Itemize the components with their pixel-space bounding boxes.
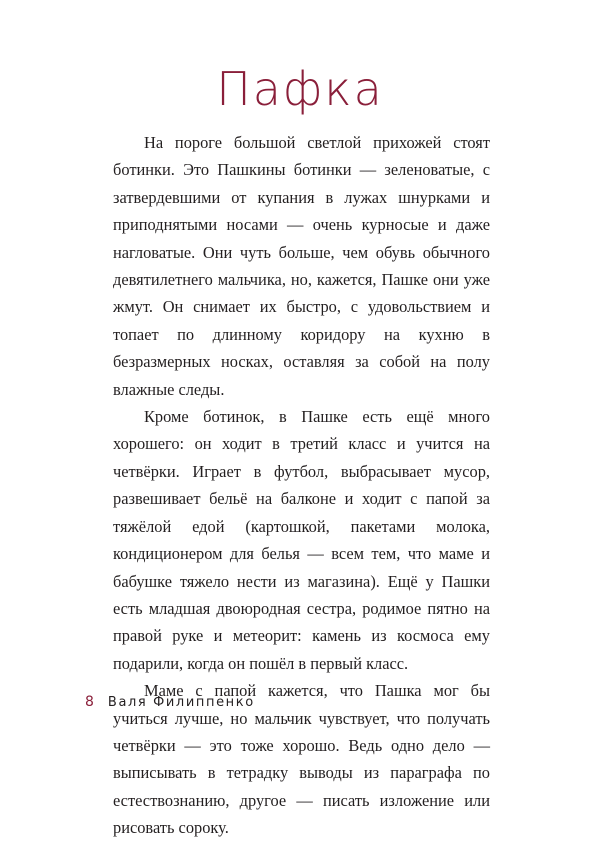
chapter-title: Пафка [216, 62, 384, 116]
paragraph-2: Кроме ботинок, в Пашке есть ещё много хорошего: он ходит в третий класс и учится на четвёрки. Играет в футбол, выбрасывает мусор, развешивает бельё на балконе и ходит с папой за тяжёлой едой (картошкой, пакетами молока, кондиционером для белья — всем тем, что маме и бабушке тяжело нести из магазина). Ещё у Пашки есть младшая двоюродная сестра, родимое пятно на правой руке и метеорит: камень из космоса ему подарили, когда он пошёл в первый класс. [113, 407, 490, 673]
author-name: Валя Филиппенко [107, 695, 255, 710]
paragraph-1: На пороге большой светлой прихожей стоят ботинки. Это Пашкины ботинки — зеленоватые, с затвердевшими от купания в лужах шнурками и приподнятыми носами — очень курносые и даже нагловатые. Они чуть больше, чем обувь обычного девятилетнего мальчика, но, кажется, Пашке они уже жмут. Он снимает их быстро, с удовольствием и топает по длинному коридору на кухню в безразмерных носках, оставляя за собой на полу влажные следы. [113, 133, 490, 399]
paragraph-3: Маме с папой кажется, что Пашка мог бы учиться лучше, но мальчик чувствует, что получать четвёрки — это тоже хорошо. Ведь одно дело — выписывать в тетрадку выводы из параграфа по естествознанию, другое — писать изложение или рисовать сороку. [113, 681, 490, 838]
page-footer [85, 694, 255, 710]
page-number: 8 [85, 694, 94, 710]
chapter-body [113, 129, 490, 842]
